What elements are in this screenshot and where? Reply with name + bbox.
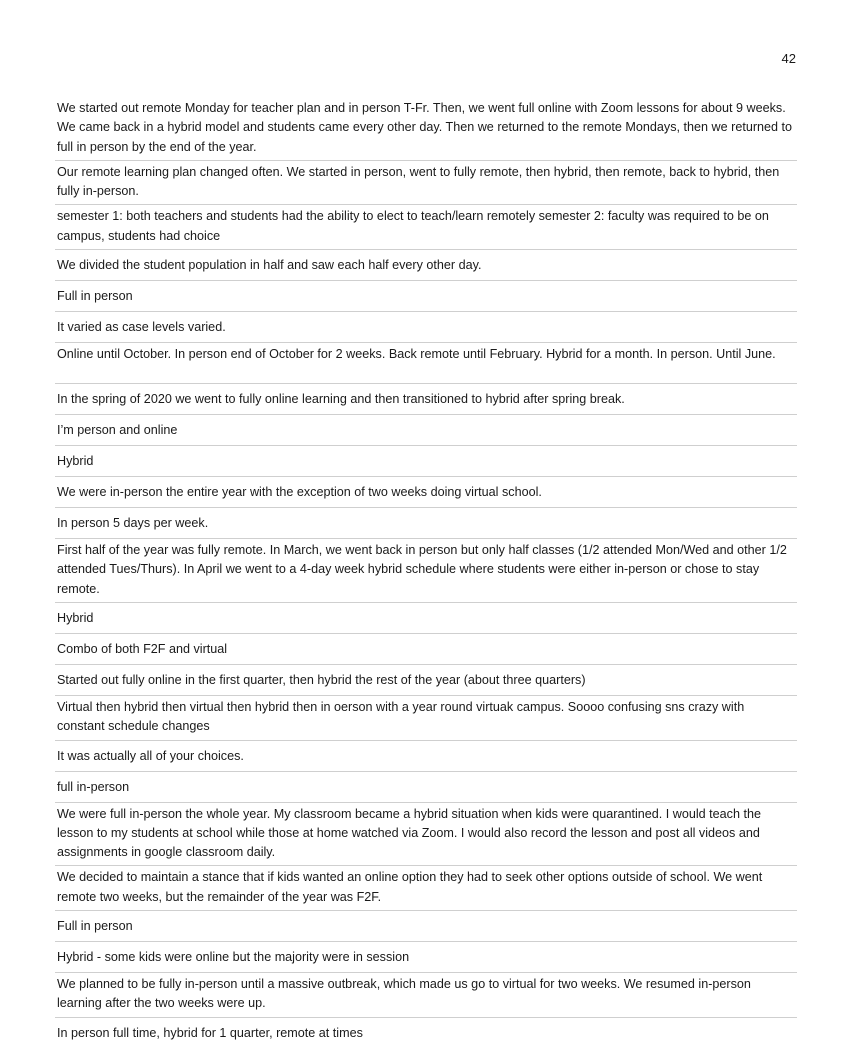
response-row: Full in person [55, 911, 797, 942]
response-row: Hybrid [55, 446, 797, 477]
response-row: It was actually all of your choices. [55, 741, 797, 772]
response-row: We divided the student population in half and saw each half every other day. [55, 250, 797, 281]
response-row: Online until October. In person end of October for 2 weeks. Back remote until February. Hybrid for a month. In person. Until June. [55, 343, 797, 384]
response-row: It varied as case levels varied. [55, 312, 797, 343]
page-number: 42 [781, 51, 796, 66]
response-row: Hybrid - some kids were online but the majority were in session [55, 942, 797, 973]
response-row: Combo of both F2F and virtual [55, 634, 797, 665]
response-row: I’m person and online [55, 415, 797, 446]
response-row: In the spring of 2020 we went to fully online learning and then transitioned to hybrid after spring break. [55, 384, 797, 415]
response-row: We were in-person the entire year with the exception of two weeks doing virtual school. [55, 477, 797, 508]
response-row: Started out fully online in the first quarter, then hybrid the rest of the year (about three quarters) [55, 665, 797, 696]
response-row: Hybrid [55, 603, 797, 634]
response-row: Our remote learning plan changed often. We started in person, went to fully remote, then hybrid, then remote, back to hybrid, then fully in-person. [55, 161, 797, 206]
response-row: full in-person [55, 772, 797, 803]
response-row: We started out remote Monday for teacher plan and in person T-Fr. Then, we went full online with Zoom lessons for about 9 weeks. We came back in a hybrid model and students came every other day. Then we returned to the remote Mondays, then we returned to full in person by the end of the year. [55, 97, 797, 161]
response-row: In person 5 days per week. [55, 508, 797, 539]
response-row: We decided to maintain a stance that if kids wanted an online option they had to seek other options outside of school. We went remote two weeks, but the remainder of the year was F2F. [55, 866, 797, 911]
response-row: We planned to be fully in-person until a massive outbreak, which made us go to virtual for two weeks. We resumed in-person learning after the two weeks were up. [55, 973, 797, 1018]
response-row: semester 1: both teachers and students had the ability to elect to teach/learn remotely semester 2: faculty was required to be on campus, students had choice [55, 205, 797, 250]
response-row: First half of the year was fully remote. In March, we went back in person but only half classes (1/2 attended Mon/Wed and other 1/2 attended Tues/Thurs). In April we went to a 4-day week hybrid schedule where students were either in-person or chose to stay remote. [55, 539, 797, 603]
response-table [55, 97, 797, 1049]
response-row: We were full in-person the whole year. My classroom became a hybrid situation when kids were quarantined. I would teach the lesson to my students at school while those at home watched via Zoom. I would also record the lesson and post all videos and assignments in google classroom daily. [55, 803, 797, 867]
response-row: Virtual then hybrid then virtual then hybrid then in oerson with a year round virtuak campus. Soooo confusing sns crazy with constant schedule changes [55, 696, 797, 741]
response-row: In person full time, hybrid for 1 quarter, remote at times [57, 1025, 363, 1040]
response-row: Full in person [55, 281, 797, 312]
